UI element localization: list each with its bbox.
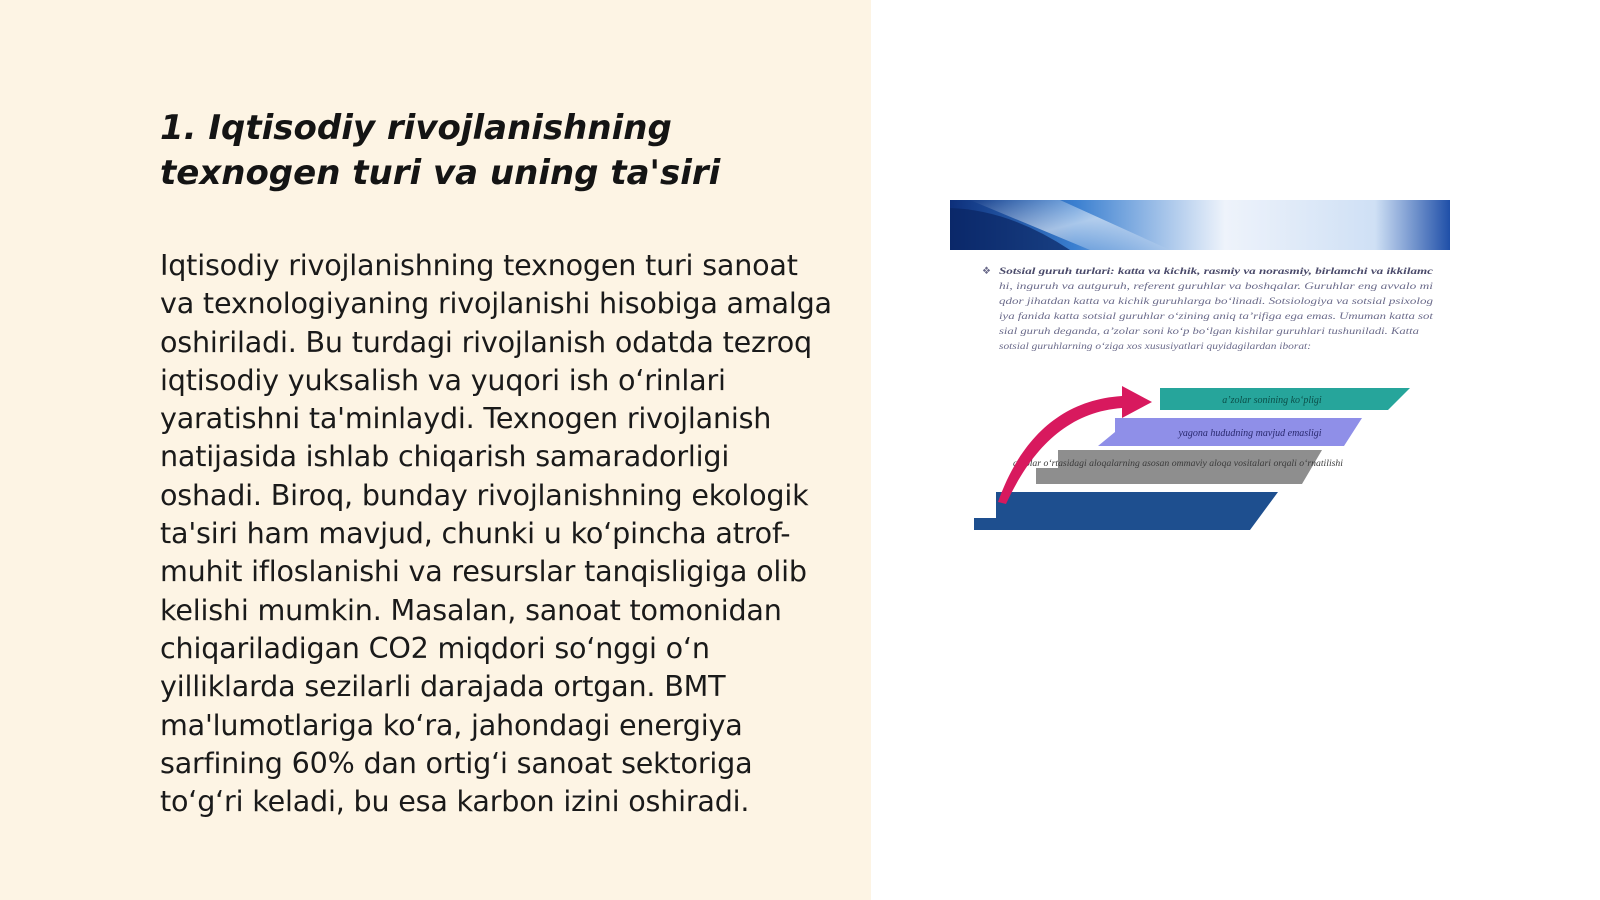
step-navy	[974, 492, 1278, 530]
image-bullet-paragraph	[982, 266, 1434, 352]
slide-body-text: Iqtisodiy rivojlanishning texnogen turi sanoat va texnologiyaning rivojlanishi hisobiga amalga oshiriladi. Bu turdagi rivojlanish odatda tezroq iqtisodiy yuksalish va yuqori ish o‘rinlari yaratishni ta'minlaydi. Texnogen rivojlanish natijasida ishlab chiqarish samaradorligi oshadi. Biroq, bunday rivojlanishning ekologik ta'siri ham mavjud, chunki u ko‘pincha atrof-muhit ifloslanishi va resurslar tanqisligiga olib kelishi mumkin. Masalan, sanoat tomonidan chiqariladigan CO2 miqdori so‘nggi o‘n yilliklarda sezilarli darajada ortgan. BMT ma'lumotlariga ko‘ra, jahondagi energiya sarfining 60% dan ortig‘i sanoat sektoriga to‘g‘ri keladi, bu esa karbon izini oshiradi.	[160, 248, 832, 819]
image-bullet-line: Sotsial guruh turlari: katta va kichik, rasmiy va norasmiy, birlamchi va ikkilamc	[999, 266, 1435, 277]
step-label-1: a’zolar sonining ko‘pligi	[1222, 395, 1322, 406]
image-bullet-line: sial guruh deganda, a’zolar soni ko‘p bo‘lgan kishilar guruhlari tushuniladi. Katta	[999, 326, 1420, 337]
step-label-2: yagona hududning mavjud emasligi	[1178, 428, 1322, 439]
image-bullet-line: iya fanida katta sotsial guruhlar o‘zining aniq ta’rifiga ega emas. Umuman katta sot	[999, 311, 1434, 322]
image-bullet-line: sotsial guruhlarning o‘ziga xos xususiyatlari quyidagilardan iborat:	[999, 341, 1311, 352]
step-label-3: a’zolar o‘rtasidagi aloqalarning asosan ommaviy aloqa vositalari orqali o‘rnatilishi	[1013, 458, 1344, 469]
embedded-slide-image	[950, 200, 1450, 545]
image-bullet-line: hi, inguruh va autguruh, referent guruhlar va boshqalar. Guruhlar eng avvalo mi	[999, 281, 1434, 292]
image-bullet-marker: ❖	[982, 266, 991, 277]
slide-title: 1. Iqtisodiy rivojlanishning texnogen turi va uning ta'siri	[160, 108, 721, 193]
image-bullet-line: qdor jihatdan katta va kichik guruhlarga bo‘linadi. Sotsiologiya va sotsial psixolog	[999, 296, 1434, 307]
embedded-slide-svg	[950, 200, 1450, 545]
